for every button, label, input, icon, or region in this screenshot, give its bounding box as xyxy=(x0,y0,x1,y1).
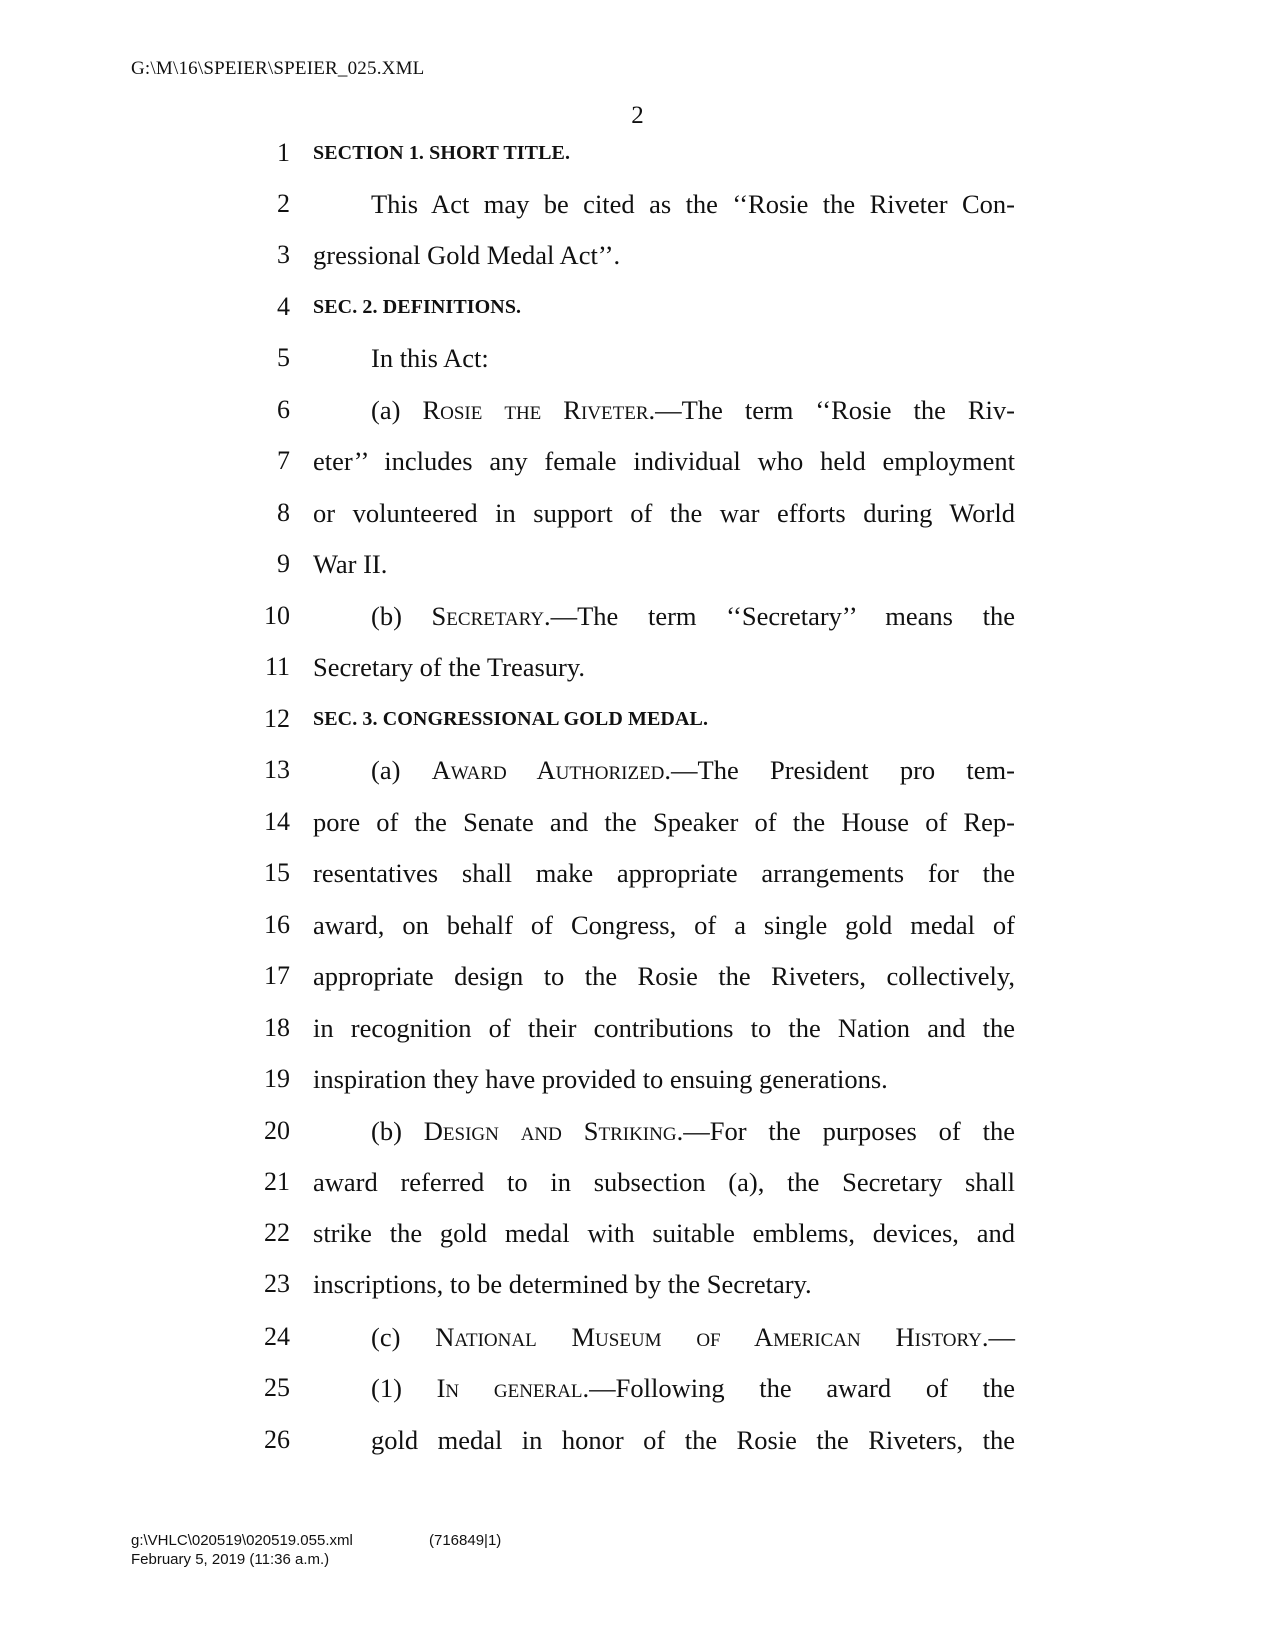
bill-line xyxy=(0,1163,1275,1201)
line-text xyxy=(313,236,1015,274)
line-number: 23 xyxy=(264,1269,290,1298)
text-run: (a) xyxy=(371,395,423,425)
line-text xyxy=(371,1318,1015,1356)
bill-line xyxy=(0,236,1275,274)
text-run: pore of the Senate and the Speaker of the House of Rep- xyxy=(313,807,1015,837)
footer-document-code: (716849|1) xyxy=(429,1532,502,1549)
line-number: 3 xyxy=(277,240,290,269)
line-text xyxy=(313,803,1015,841)
line-text xyxy=(313,545,1015,583)
section-heading xyxy=(313,288,1015,326)
line-number: 4 xyxy=(277,292,290,321)
bill-line xyxy=(0,1318,1275,1356)
line-number: 25 xyxy=(264,1373,290,1402)
line-number: 5 xyxy=(277,343,290,372)
line-number: 14 xyxy=(264,807,290,836)
bill-line xyxy=(0,1009,1275,1047)
line-text xyxy=(313,906,1015,944)
bill-line xyxy=(0,185,1275,223)
bill-line xyxy=(0,648,1275,686)
line-text xyxy=(313,957,1015,995)
text-run: gold medal in honor of the Rosie the Riveters, the xyxy=(371,1425,1015,1455)
line-number: 9 xyxy=(277,549,290,578)
line-text xyxy=(371,751,1015,789)
line-number: 2 xyxy=(277,189,290,218)
line-number: 21 xyxy=(264,1167,290,1196)
line-text xyxy=(313,1060,1015,1098)
section-heading xyxy=(313,700,1015,738)
bill-line xyxy=(0,391,1275,429)
text-run: in recognition of their contributions to the Nation and the xyxy=(313,1013,1015,1043)
line-text xyxy=(371,1369,1015,1407)
text-run: eter’’ includes any female individual who held employment xyxy=(313,446,1015,476)
bill-line xyxy=(0,700,1275,738)
bill-line xyxy=(0,1112,1275,1150)
line-number: 26 xyxy=(264,1425,290,1454)
line-number: 15 xyxy=(264,858,290,887)
text-run: Secretary of the Treasury. xyxy=(313,652,586,682)
line-text xyxy=(313,1163,1015,1201)
bill-line xyxy=(0,1265,1275,1303)
bill-line xyxy=(0,1214,1275,1252)
text-run: award referred to in subsection (a), the Secretary shall xyxy=(313,1167,1015,1197)
line-number: 11 xyxy=(264,652,290,681)
bill-line xyxy=(0,1060,1275,1098)
text-run: .—Following the award of the xyxy=(582,1373,1015,1403)
section-heading xyxy=(313,134,1015,172)
text-run: (b) xyxy=(371,1116,424,1146)
line-number: 17 xyxy=(264,961,290,990)
subsection-heading: Award Authorized xyxy=(431,755,665,785)
line-text xyxy=(371,339,1015,377)
line-number: 8 xyxy=(277,498,290,527)
text-run: (b) xyxy=(371,601,432,631)
text-run: .—The President pro tem- xyxy=(664,755,1015,785)
line-text xyxy=(313,494,1015,532)
line-text xyxy=(371,1112,1015,1150)
text-run: SECTION 1. SHORT TITLE. xyxy=(313,142,571,164)
text-run: .— xyxy=(981,1322,1015,1352)
text-run: award, on behalf of Congress, of a single gold medal of xyxy=(313,910,1015,940)
bill-line xyxy=(0,957,1275,995)
line-number: 6 xyxy=(277,395,290,424)
text-run: appropriate design to the Rosie the Riveters, collectively, xyxy=(313,961,1015,991)
line-number: 10 xyxy=(264,601,290,630)
header-file-path: G:\M\16\SPEIER\SPEIER_025.XML xyxy=(131,58,425,79)
text-run: (a) xyxy=(371,755,432,785)
bill-line xyxy=(0,751,1275,789)
text-run: .—For the purposes of the xyxy=(676,1116,1015,1146)
text-run: gressional Gold Medal Act’’. xyxy=(313,240,621,270)
line-text xyxy=(371,185,1015,223)
line-text xyxy=(371,391,1015,429)
subsection-heading: Design and Striking xyxy=(423,1116,677,1146)
line-number: 1 xyxy=(277,138,290,167)
subsection-heading: National Museum of American History xyxy=(435,1322,982,1352)
text-run: SEC. 3. CONGRESSIONAL GOLD MEDAL. xyxy=(313,708,709,730)
text-run: In this Act: xyxy=(371,343,489,373)
text-run: (c) xyxy=(371,1322,436,1352)
line-number: 12 xyxy=(264,704,290,733)
line-number: 18 xyxy=(264,1013,290,1042)
text-run: (1) xyxy=(371,1373,437,1403)
bill-line xyxy=(0,494,1275,532)
bill-line xyxy=(0,339,1275,377)
page-number: 2 xyxy=(631,102,644,129)
footer-file-path: g:\VHLC\020519\020519.055.xml xyxy=(131,1532,353,1549)
text-run: SEC. 2. DEFINITIONS. xyxy=(313,296,522,318)
line-text xyxy=(313,1009,1015,1047)
line-number: 13 xyxy=(264,755,290,784)
bill-line xyxy=(0,906,1275,944)
bill-line xyxy=(0,854,1275,892)
line-number: 19 xyxy=(264,1064,290,1093)
text-run: resentatives shall make appropriate arrangements for the xyxy=(313,858,1015,888)
bill-line xyxy=(0,442,1275,480)
bill-line xyxy=(0,803,1275,841)
bill-line xyxy=(0,1421,1275,1459)
line-text xyxy=(313,854,1015,892)
line-number: 7 xyxy=(277,446,290,475)
text-run: This Act may be cited as the ‘‘Rosie the Riveter Con- xyxy=(371,189,1015,219)
line-text xyxy=(313,1265,1015,1303)
text-run: .—The term ‘‘Secretary’’ means the xyxy=(544,601,1015,631)
bill-line xyxy=(0,1369,1275,1407)
footer-date: February 5, 2019 (11:36 a.m.) xyxy=(131,1551,330,1568)
subsection-heading: Secretary xyxy=(431,601,544,631)
line-text xyxy=(313,1214,1015,1252)
line-number: 20 xyxy=(264,1116,290,1145)
text-run: .—The term ‘‘Rosie the Riv- xyxy=(648,395,1015,425)
bill-line xyxy=(0,545,1275,583)
text-run: strike the gold medal with suitable emblems, devices, and xyxy=(313,1218,1015,1248)
subsection-heading: In general xyxy=(436,1373,583,1403)
line-text xyxy=(313,648,1015,686)
subsection-heading: Rosie the Riveter xyxy=(422,395,649,425)
page-footer xyxy=(131,1531,502,1569)
text-run: inscriptions, to be determined by the Secretary. xyxy=(313,1269,812,1299)
line-number: 16 xyxy=(264,910,290,939)
text-run: War II. xyxy=(313,549,388,579)
line-number: 24 xyxy=(264,1322,290,1351)
bill-line xyxy=(0,134,1275,172)
line-text xyxy=(313,442,1015,480)
bill-line xyxy=(0,597,1275,635)
line-number: 22 xyxy=(264,1218,290,1247)
line-text xyxy=(371,1421,1015,1459)
bill-line xyxy=(0,288,1275,326)
text-run: or volunteered in support of the war efforts during World xyxy=(313,498,1015,528)
text-run: inspiration they have provided to ensuing generations. xyxy=(313,1064,888,1094)
line-text xyxy=(371,597,1015,635)
